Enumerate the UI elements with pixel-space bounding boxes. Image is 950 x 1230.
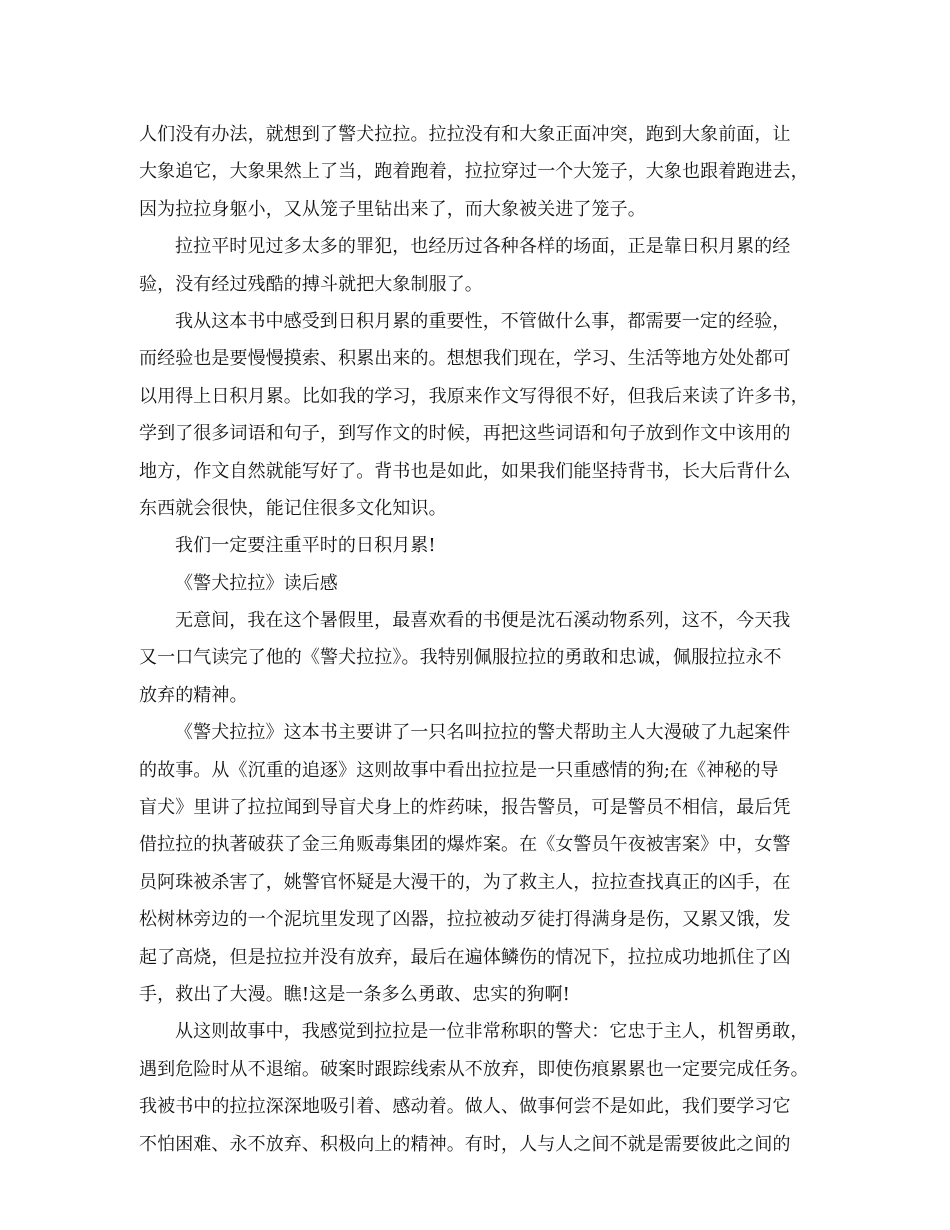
text-line: 不怕困难、永不放弃、积极向上的精神。有时，人与人之间不就是需要彼此之间的 bbox=[139, 1133, 791, 1155]
text-line: 以用得上日积月累。比如我的学习，我原来作文写得很不好，但我后来读了许多书， bbox=[139, 385, 809, 407]
document-body bbox=[139, 116, 829, 1163]
text-line: 遇到危险时从不退缩。破案时跟踪线索从不放弃，即使伤痕累累也一定要完成任务。 bbox=[139, 1058, 809, 1080]
essay-title: 《警犬拉拉》读后感 bbox=[175, 572, 338, 594]
text-line: 地方，作文自然就能写好了。背书也是如此，如果我们能坚持背书，长大后背什么 bbox=[139, 460, 791, 482]
text-line: 验，没有经过残酷的搏斗就把大象制服了。 bbox=[139, 273, 483, 295]
text-line: 而经验也是要慢慢摸索、积累出来的。想想我们现在，学习、生活等地方处处都可 bbox=[139, 348, 791, 370]
text-line: 因为拉拉身躯小，又从笼子里钻出来了，而大象被关进了笼子。 bbox=[139, 198, 646, 220]
paragraph-start-line: 我们一定要注重平时的日积月累! bbox=[175, 535, 436, 557]
paragraph-start-line: 我从这本书中感受到日积月累的重要性，不管做什么事，都需要一定的经验， bbox=[175, 310, 791, 332]
text-line: 学到了很多词语和句子，到写作文的时候，再把这些词语和句子放到作文中该用的 bbox=[139, 423, 791, 445]
text-line: 盲犬》里讲了拉拉闻到导盲犬身上的炸药味，报告警员，可是警员不相信，最后凭 bbox=[139, 797, 791, 819]
text-line: 借拉拉的执著破获了金三角贩毒集团的爆炸案。在《女警员午夜被害案》中，女警 bbox=[139, 834, 791, 856]
text-line: 起了高烧，但是拉拉并没有放弃，最后在遍体鳞伤的情况下，拉拉成功地抓住了凶 bbox=[139, 946, 791, 968]
paragraph-start-line: 无意间，我在这个暑假里，最喜欢看的书便是沈石溪动物系列，这不，今天我 bbox=[175, 610, 791, 632]
text-line: 放弃的精神。 bbox=[139, 684, 248, 706]
text-line: 人们没有办法，就想到了警犬拉拉。拉拉没有和大象正面冲突，跑到大象前面，让 bbox=[139, 124, 791, 145]
text-line: 松树林旁边的一个泥坑里发现了凶器，拉拉被动歹徒打得满身是伤，又累又饿，发 bbox=[139, 909, 791, 931]
text-line: 的故事。从《沉重的追逐》这则故事中看出拉拉是一只重感情的狗;在《神秘的导 bbox=[139, 759, 779, 781]
text-line: 大象追它，大象果然上了当，跑着跑着，拉拉穿过一个大笼子，大象也跟着跑进去， bbox=[139, 161, 809, 183]
paragraph-start-line: 拉拉平时见过多太多的罪犯，也经历过各种各样的场面，正是靠日积月累的经 bbox=[175, 236, 791, 258]
paragraph-start-line: 《警犬拉拉》这本书主要讲了一只名叫拉拉的警犬帮助主人大漫破了九起案件 bbox=[175, 722, 791, 744]
text-line: 手，救出了大漫。瞧!这是一条多么勇敢、忠实的狗啊! bbox=[139, 983, 570, 1005]
text-line: 又一口气读完了他的《警犬拉拉》。我特别佩服拉拉的勇敢和忠诚，佩服拉拉永不 bbox=[139, 647, 782, 669]
paragraph-start-line: 从这则故事中，我感觉到拉拉是一位非常称职的警犬：它忠于主人，机智勇敢， bbox=[175, 1021, 809, 1043]
text-line: 我被书中的拉拉深深地吸引着、感动着。做人、做事何尝不是如此，我们要学习它 bbox=[139, 1096, 791, 1118]
text-line: 东西就会很快，能记住很多文化知识。 bbox=[139, 497, 447, 519]
text-line: 员阿珠被杀害了，姚警官怀疑是大漫干的，为了救主人，拉拉查找真正的凶手，在 bbox=[139, 871, 791, 893]
